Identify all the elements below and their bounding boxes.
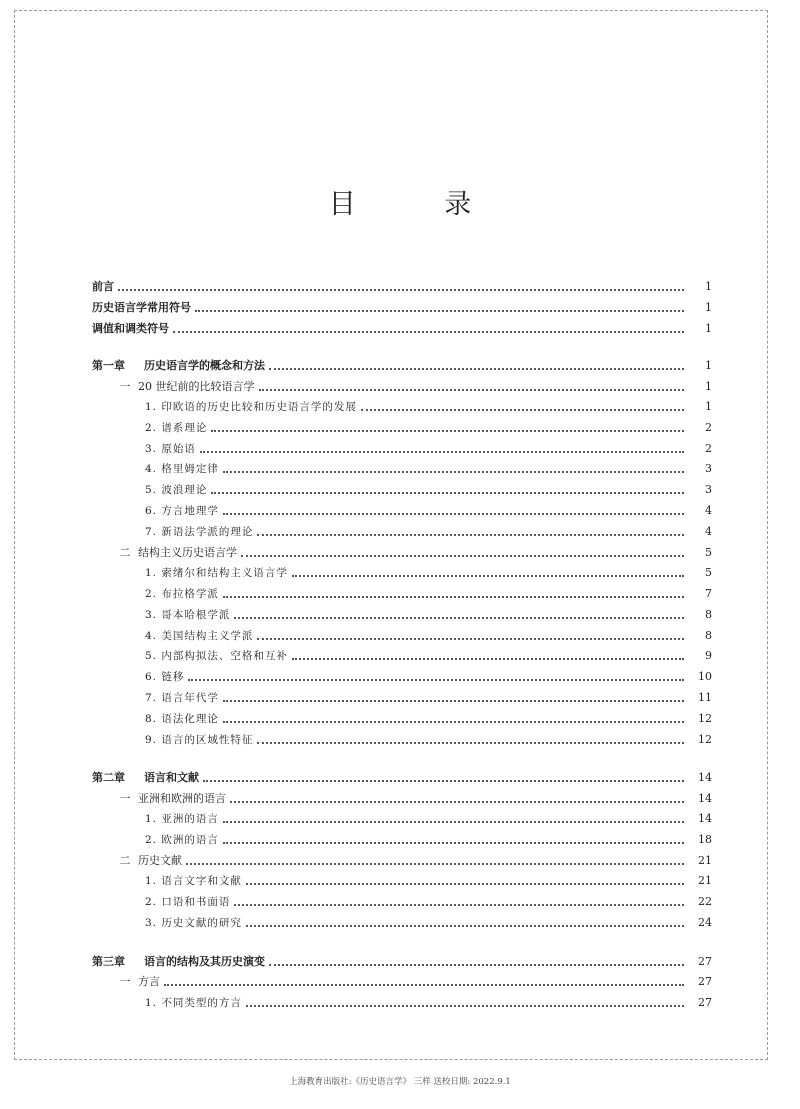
toc-item-entry[interactable] (145, 664, 712, 684)
page-number: 1 (705, 379, 712, 393)
dot-leader (259, 389, 685, 391)
dot-leader (173, 331, 684, 333)
toc-chapter-entry[interactable] (92, 949, 712, 969)
toc-section-entry[interactable] (112, 374, 712, 394)
item-title: 6. 链移 (145, 671, 185, 684)
page-number: 1 (705, 280, 712, 293)
toc-item-entry[interactable] (145, 868, 712, 888)
dot-leader (234, 904, 684, 906)
page-number: 27 (698, 954, 712, 968)
page-number: 9 (705, 649, 712, 663)
dot-leader (188, 679, 684, 681)
item-title: 2. 布拉格学派 (145, 587, 219, 600)
toc-item-entry-label (145, 916, 242, 930)
dot-leader (361, 409, 684, 411)
toc-section-entry-label (112, 854, 182, 868)
item-title: 3. 历史文献的研究 (145, 917, 242, 929)
toc-item-entry[interactable] (145, 560, 712, 580)
item-title: 2. 欧洲的语言 (145, 834, 219, 847)
page-number: 7 (705, 586, 712, 600)
dot-leader (257, 638, 684, 640)
item-title: 1. 不同类型的方言 (145, 996, 242, 1009)
page-number: 1 (705, 359, 712, 372)
chapter-title: 语言和文献 (144, 771, 199, 785)
toc-front-matter-entry-label (92, 301, 191, 315)
page-number: 22 (698, 895, 712, 909)
toc-chapter-entry-label (92, 771, 199, 785)
dot-leader (257, 742, 684, 744)
dot-leader (223, 471, 684, 473)
toc-item-entry-label (145, 462, 219, 476)
page-number: 14 (698, 771, 712, 785)
toc-item-entry-label (145, 833, 219, 847)
toc-item-entry-label (145, 874, 242, 888)
page-number: 8 (705, 628, 712, 642)
page-number: 2 (705, 420, 712, 434)
toc-section-entry-label (112, 546, 237, 560)
toc-chapter-entry-label (92, 359, 265, 373)
toc-item-entry[interactable] (145, 456, 712, 476)
toc-item-entry-label (145, 996, 242, 1010)
page-number: 12 (698, 732, 712, 746)
dot-leader (234, 617, 684, 619)
dot-leader (269, 964, 684, 966)
page-number: 21 (698, 853, 712, 867)
toc-item-entry-label (145, 504, 219, 518)
section-number: 一 (119, 975, 131, 989)
toc-item-entry[interactable] (145, 727, 712, 747)
page-number: 12 (698, 711, 712, 725)
toc-item-entry[interactable] (145, 685, 712, 705)
item-title: 2. 谱系理论 (145, 421, 208, 434)
section-number: 二 (119, 545, 131, 559)
item-title: 7. 新语法学派的理论 (145, 525, 254, 538)
toc-chapter-entry[interactable] (92, 353, 712, 373)
toc-item-entry-label (145, 421, 207, 435)
item-title: 9. 语言的区域性特征 (145, 733, 254, 746)
item-title: 6. 方言地理学 (145, 505, 219, 517)
dot-leader (186, 863, 684, 865)
toc-item-entry-label (145, 566, 288, 580)
dot-leader (195, 310, 684, 312)
item-title: 3. 原始语 (145, 442, 196, 455)
toc-section-entry-label (112, 380, 255, 394)
page-number: 1 (705, 400, 712, 413)
toc-item-entry[interactable] (145, 910, 712, 930)
item-title: 5. 波浪理论 (145, 484, 208, 497)
dot-leader (223, 821, 684, 823)
toc-item-entry[interactable] (145, 498, 712, 518)
page-footer: 上海教育出版社:《历史语言学》 三样 送校日期: 2022.9.1 (289, 1077, 511, 1087)
toc-item-entry-label (145, 483, 207, 497)
page-number: 3 (705, 462, 712, 476)
dot-leader (223, 721, 684, 723)
toc-item-entry-label (145, 712, 219, 726)
toc-front-matter-entry[interactable] (92, 274, 712, 294)
page-number: 4 (705, 524, 712, 538)
dot-leader (118, 289, 684, 291)
toc-item-entry-label (145, 812, 219, 826)
chapter-title: 语言的结构及其历史演变 (144, 954, 265, 968)
item-title: 3. 哥本哈根学派 (145, 608, 231, 621)
section-title: 历史文献 (138, 853, 182, 867)
page-number: 2 (705, 441, 712, 455)
toc-section-entry[interactable] (112, 786, 712, 806)
page-number: 27 (698, 995, 712, 1009)
dot-leader (246, 925, 684, 927)
toc-item-entry[interactable] (145, 519, 712, 539)
toc-item-entry-label (145, 691, 219, 705)
section-title: 结构主义历史语言学 (138, 545, 237, 559)
page-number: 18 (698, 833, 712, 847)
toc-item-entry[interactable] (145, 602, 712, 622)
item-title: 1. 语言文字和文献 (145, 875, 242, 888)
dot-leader (292, 575, 684, 577)
page-number: 4 (705, 504, 712, 517)
dot-leader (269, 368, 684, 370)
page-number: 3 (705, 483, 712, 497)
page-number: 11 (698, 690, 712, 704)
page-number: 1 (705, 322, 712, 335)
toc-item-entry[interactable] (145, 581, 712, 601)
toc-item-entry-label (145, 442, 196, 456)
entry-title: 调值和调类符号 (92, 322, 169, 335)
entry-title: 前言 (92, 280, 114, 293)
toc-item-entry[interactable] (145, 889, 712, 909)
toc-section-entry[interactable] (112, 848, 712, 868)
toc-front-matter-entry-label (92, 280, 114, 294)
page-number: 14 (698, 812, 712, 826)
item-title: 1. 亚洲的语言 (145, 813, 219, 826)
dot-leader (223, 596, 684, 598)
item-title: 2. 口语和书面语 (145, 896, 231, 909)
page-number: 24 (698, 916, 712, 929)
item-title: 7. 语言年代学 (145, 691, 219, 704)
dot-leader (164, 984, 684, 986)
page-number: 8 (705, 607, 712, 621)
toc-item-entry-label (145, 525, 253, 539)
toc-section-entry[interactable] (112, 969, 712, 989)
toc-item-entry[interactable] (145, 806, 712, 826)
chapter-title: 历史语言学的概念和方法 (144, 359, 265, 372)
section-title: 20 世纪前的比较语言学 (138, 379, 255, 393)
item-title: 1. 印欧语的历史比较和历史语言学的发展 (145, 401, 357, 413)
section-title: 方言 (138, 975, 160, 989)
item-title: 1. 索绪尔和结构主义语言学 (145, 567, 288, 580)
toc-section-entry-label (112, 975, 160, 989)
section-title: 亚洲和欧洲的语言 (138, 791, 226, 805)
toc-section-entry-label (112, 792, 226, 806)
dot-leader (223, 700, 684, 702)
toc-chapter-entry[interactable] (92, 765, 712, 785)
dot-leader (246, 883, 684, 885)
item-title: 4. 格里姆定律 (145, 463, 219, 476)
page-number: 1 (705, 301, 712, 314)
toc-item-entry[interactable] (145, 706, 712, 726)
item-title: 5. 内部构拟法、空格和互补 (145, 650, 288, 663)
page-number: 27 (698, 975, 712, 989)
toc-chapter-entry-label (92, 955, 265, 969)
dot-leader (211, 430, 684, 432)
dot-leader (246, 1005, 684, 1007)
page-number: 10 (698, 670, 712, 684)
toc-item-entry[interactable] (145, 827, 712, 847)
page-number: 14 (698, 791, 712, 805)
toc-item-entry[interactable] (145, 394, 712, 414)
toc-item-entry[interactable] (145, 415, 712, 435)
toc-item-entry[interactable] (145, 990, 712, 1010)
toc-item-entry[interactable] (145, 643, 712, 663)
page-number: 21 (698, 874, 712, 888)
entry-title: 历史语言学常用符号 (92, 301, 191, 314)
section-number: 一 (119, 379, 131, 393)
toc-item-entry-label (145, 587, 219, 601)
chapter-number: 第二章 (92, 771, 125, 785)
toc-item-entry-label (145, 670, 184, 684)
toc-item-entry[interactable] (145, 623, 712, 643)
page-number: 5 (705, 566, 712, 580)
toc-item-entry-label (145, 733, 253, 747)
toc-item-entry-label (145, 629, 253, 643)
dot-leader (257, 534, 684, 536)
item-title: 8. 语法化理论 (145, 712, 219, 725)
dot-leader (211, 492, 684, 494)
chapter-number: 第三章 (92, 954, 125, 968)
section-number: 一 (119, 791, 131, 805)
toc-item-entry-label (145, 895, 230, 909)
dot-leader (223, 513, 684, 515)
toc-item-entry[interactable] (145, 436, 712, 456)
dot-leader (203, 780, 684, 782)
chapter-number: 第一章 (92, 359, 125, 372)
toc-front-matter-entry[interactable] (92, 316, 712, 336)
toc-item-entry-label (145, 400, 357, 414)
dot-leader (223, 842, 684, 844)
page-title: 目 录 (328, 189, 512, 220)
page-number: 5 (705, 545, 712, 559)
toc-item-entry-label (145, 608, 230, 622)
section-number: 二 (119, 853, 131, 867)
dot-leader (200, 451, 684, 453)
toc-item-entry-label (145, 649, 288, 663)
toc-item-entry[interactable] (145, 477, 712, 497)
toc-section-entry[interactable] (112, 540, 712, 560)
dot-leader (230, 801, 684, 803)
dot-leader (241, 555, 684, 557)
dot-leader (292, 658, 684, 660)
toc-front-matter-entry[interactable] (92, 295, 712, 315)
toc-front-matter-entry-label (92, 322, 169, 336)
item-title: 4. 美国结构主义学派 (145, 629, 254, 642)
